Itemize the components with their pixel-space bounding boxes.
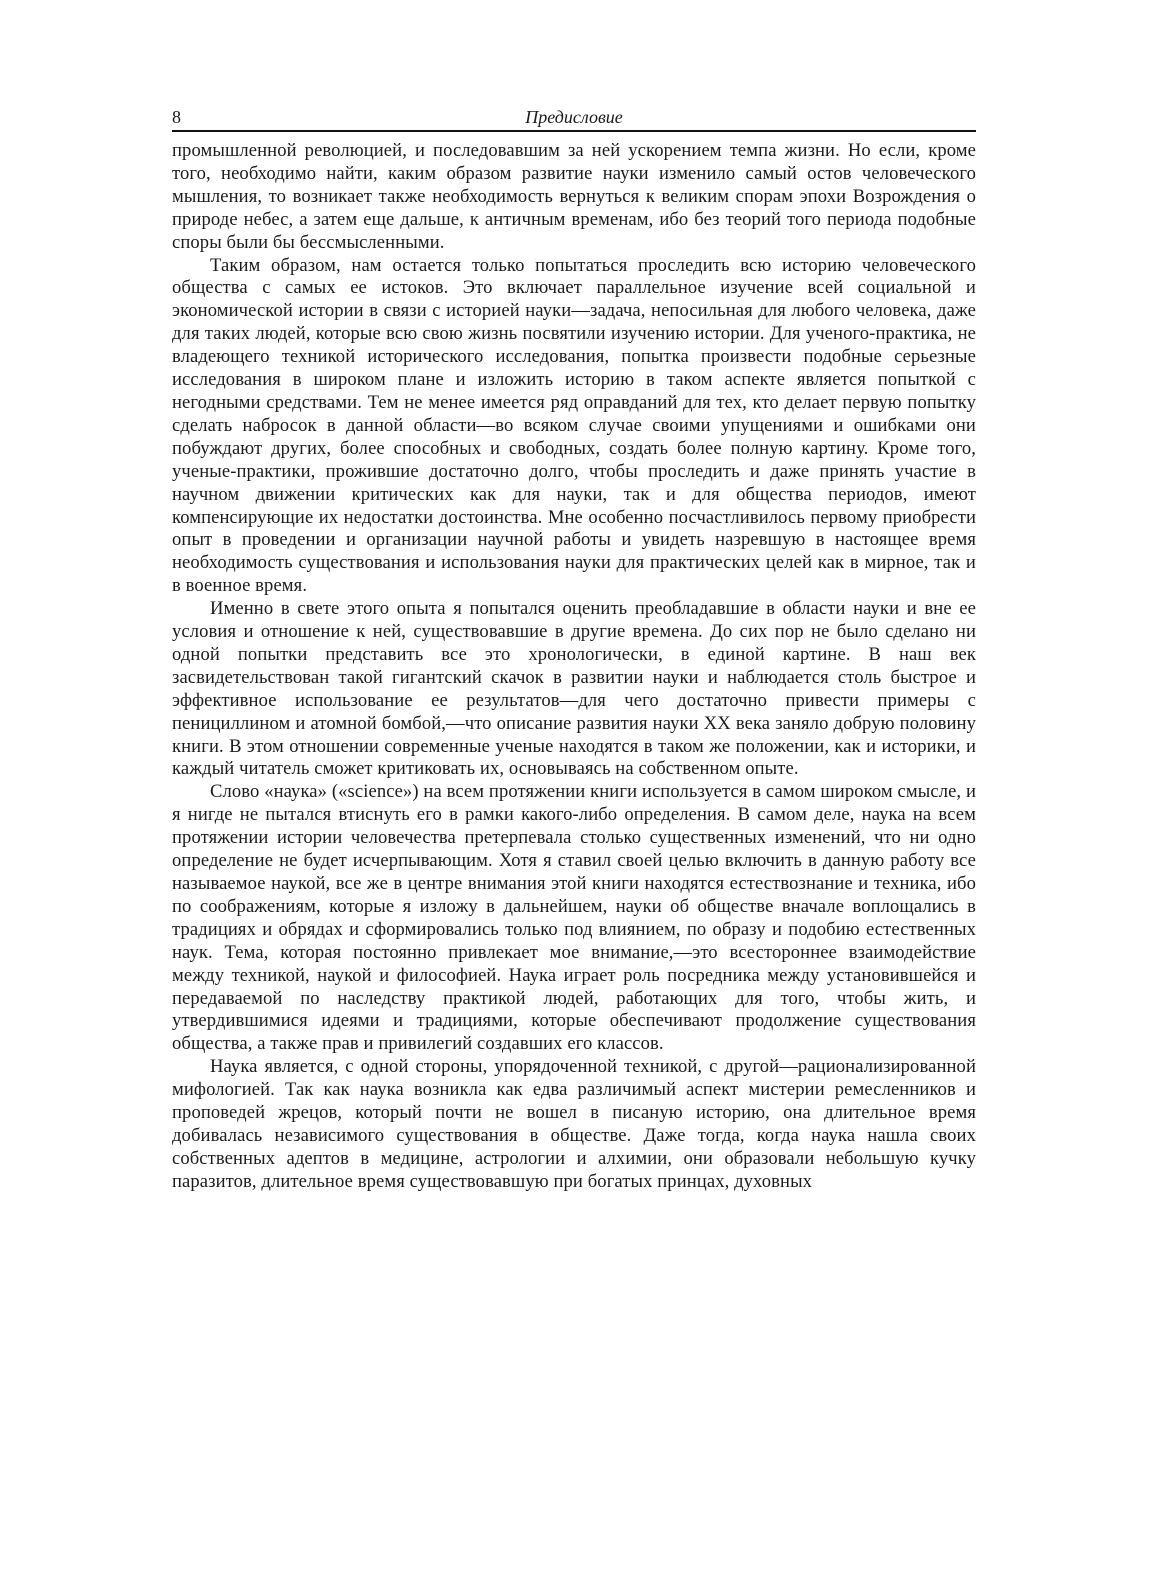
book-page	[172, 106, 976, 1194]
paragraph: Наука является, с одной стороны, упорядоченной техникой, с другой—рационализированной мифологией. Так как наука возникла как едва различимый аспект мистерии ремесленников и проповедей жрецов, который почти не вошел в писаную историю, она длительное время добивалась независимого существования в обществе. Даже тогда, когда наука нашла своих собственных адептов в медицине, астрологии и алхимии, они образовали небольшую кучку паразитов, длительное время существовавшую при богатых принцах, духовных	[172, 1056, 976, 1192]
paragraph: Слово «наука» («science») на всем протяжении книги используется в самом широком смысле, и я нигде не пытался втиснуть его в рамки какого-либо определения. В самом деле, наука на всем протяжении истории человечества претерпевала столько существенных изменений, что ни одно определение не будет исчерпывающим. Хотя я ставил своей целью включить в данную работу все называемое наукой, все же в центре внимания этой книги находятся естествознание и техника, ибо по соображениям, которые я изложу в дальнейшем, науки об обществе вначале воплощались в традициях и обрядах и сформировались только под влиянием, по образу и подобию естественных наук. Тема, которая постоянно привлекает мое внимание,—это всестороннее взаимодействие между техникой, наукой и философией. Наука играет роль посредника между установившейся и передаваемой по наследству практикой людей, работающих для того, чтобы жить, и утвердившимися идеями и традициями, которые обеспечивают продолжение существования общества, а также прав и привилегий создавших его классов.	[172, 781, 976, 1055]
paragraph: Таким образом, нам остается только попытаться проследить всю историю человеческого общества с самых ее истоков. Это включает параллельное изучение всей социальной и экономической истории в связи с историей науки—задача, непосильная для любого человека, даже для таких людей, которые всю свою жизнь посвятили изучению истории. Для ученого-практика, не владеющего техникой исторического исследования, попытка произвести подобные серьезные исследования в широком плане и изложить историю в таком аспекте является попыткой с негодными средствами. Тем не менее имеется ряд оправданий для тех, кто делает первую попытку сделать набросок в данной области—во всяком случае своими упущениями и ошибками они побуждают других, более способных и свободных, создать более полную картину. Кроме того, ученые-практики, прожившие достаточно долго, чтобы проследить и даже принять участие в научном движении критических как для науки, так и для общества периодов, имеют компенсирующие их недостатки достоинства. Мне особенно посчастливилось первому приобрести опыт в проведении и организации научной работы и увидеть назревшую в настоящее время необходимость существования и использования науки для практических целей как в мирное, так и в военное время.	[172, 254, 976, 597]
body-text	[172, 140, 976, 1194]
paragraph: Именно в свете этого опыта я попытался оценить преобладавшие в области науки и вне ее условия и отношение к ней, существовавшие в другие времена. До сих пор не было сделано ни одной попытки представить все это хронологически, в единой картине. В наш век засвидетельствован такой гигантский скачок в развитии науки и наблюдается столь быстрое и эффективное использование ее результатов—для чего достаточно привести примеры с пенициллином и атомной бомбой,—что описание развития науки XX века заняло добрую половину книги. В этом отношении современные ученые находятся в таком же положении, как и историки, и каждый читатель сможет критиковать их, основываясь на собственном опыте.	[172, 598, 976, 780]
page-number: 8	[172, 107, 181, 127]
running-head	[172, 106, 976, 132]
paragraph-continuation: промышленной революцией, и последовавшим за ней ускорением темпа жизни. Но если, кроме того, необходимо найти, каким образом развитие науки изменило самый остов человеческого мышления, то возникает также необходимость вернуться к великим спорам эпохи Возрождения о природе небес, а затем еще дальше, к античным временам, ибо без теорий того периода подобные споры были бы бессмысленными.	[172, 140, 976, 253]
section-title: Предисловие	[525, 107, 623, 127]
